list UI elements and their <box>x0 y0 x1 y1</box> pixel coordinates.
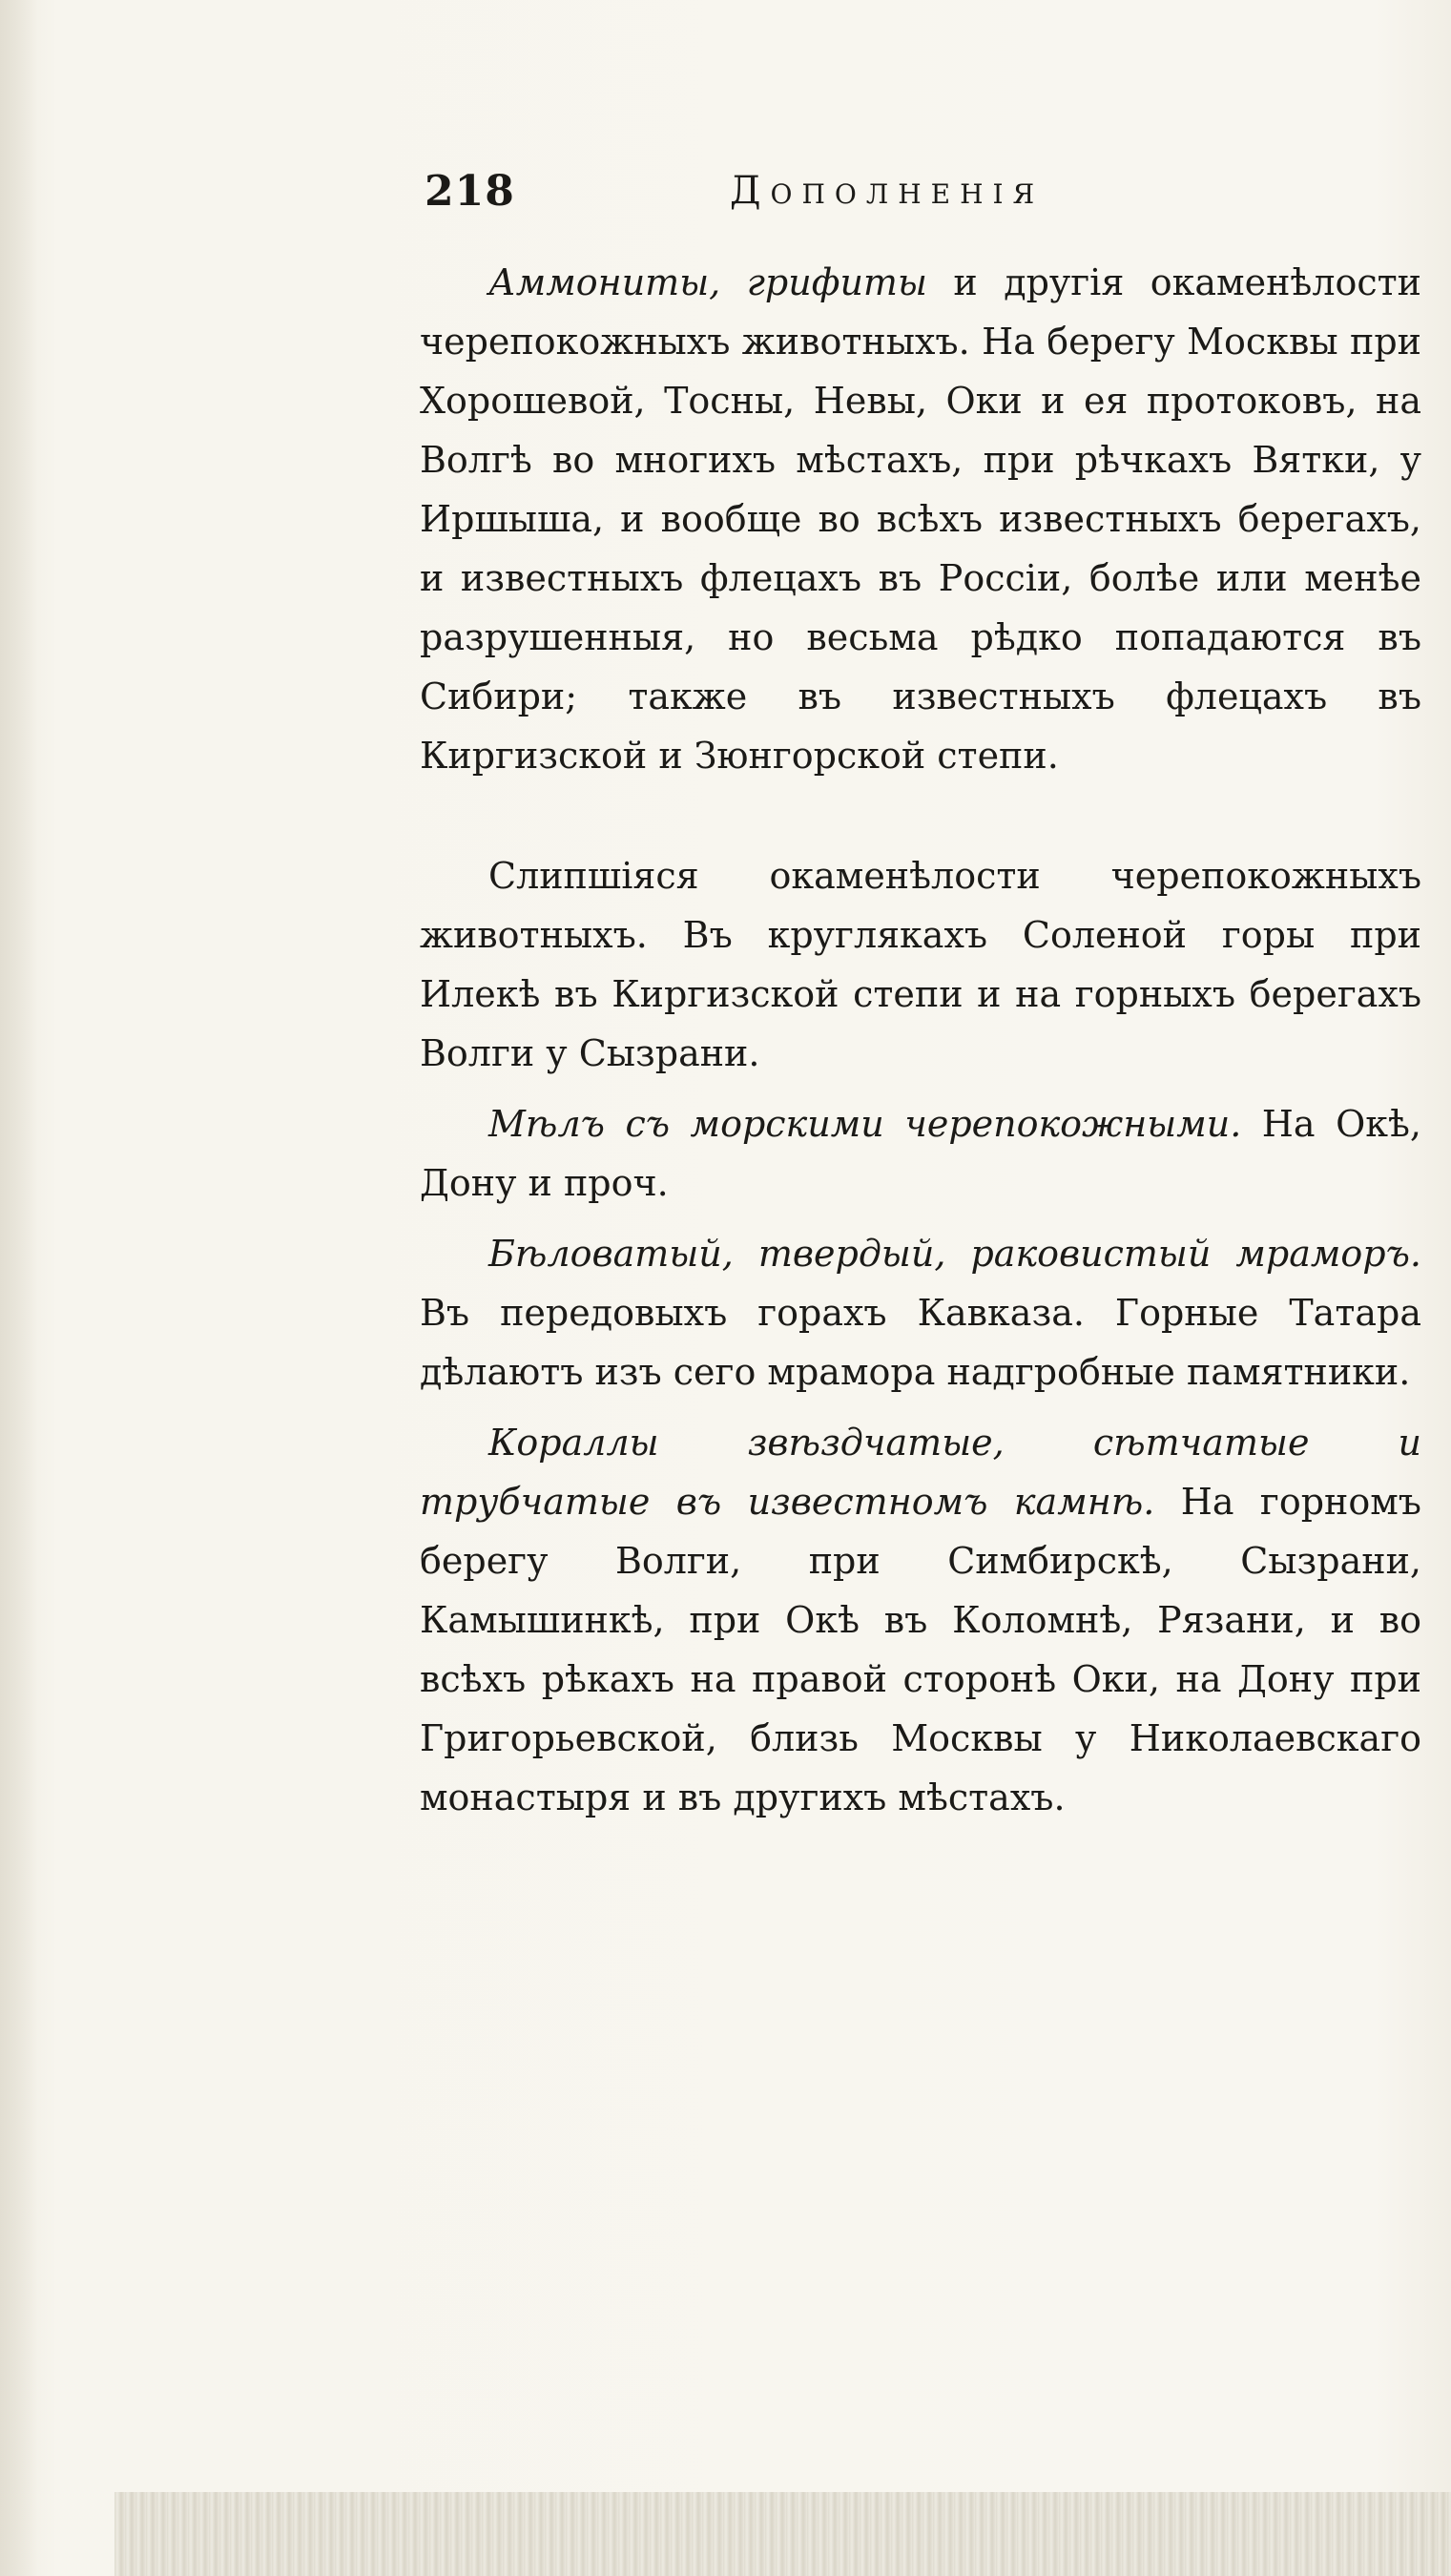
paragraph-chalk <box>420 1094 1421 1213</box>
page-binding-shadow <box>0 0 38 2576</box>
page-number: 218 <box>425 167 515 216</box>
paragraph-body: Слипшіяся окаменѣлости черепокожныхъ животныхъ. Въ круглякахъ Соленой горы при Илекѣ въ Киргизской степи и на горныхъ берегахъ Волги у Сызрани. <box>420 855 1421 1074</box>
body-text <box>420 253 1421 1839</box>
paragraph-lead: Мѣлъ съ морскими черепокожными. <box>488 1103 1242 1145</box>
paragraph-marble <box>420 1224 1421 1402</box>
paragraph-lead: Аммониты, грифиты <box>488 261 927 303</box>
paragraph-body: и другія окаменѣлости черепокожныхъ животныхъ. На берегу Москвы при Хорошевой, Тосны, Невы, Оки и ея протоковъ, на Волгѣ во многихъ мѣстахъ, при рѣчкахъ Вятки, у Иршыша, и вообще во всѣхъ известныхъ берегахъ, и известныхъ флецахъ въ Россіи, болѣе или менѣе разрушенныя, но весьма рѣдко попадаются въ Сибири; также въ известныхъ флецахъ въ Киргизской и Зюнгорской степи. <box>420 261 1421 777</box>
paragraph-lead: Бѣловатый, твердый, раковистый мраморъ. <box>488 1233 1421 1275</box>
paragraph-corals <box>420 1413 1421 1827</box>
paragraph-body: На Окѣ, Дону и проч. <box>420 1103 1421 1204</box>
page-header <box>425 167 1126 215</box>
paragraph-body: Въ передовыхъ горахъ Кавказа. Горные Татара дѣлаютъ изъ сего мрамора надгробные памятники. <box>420 1292 1421 1393</box>
running-title: Дополненія <box>730 169 1045 213</box>
paragraph-fused-fossils <box>420 846 1421 1083</box>
paragraph-ammonites <box>420 253 1421 785</box>
page-bottom-edge <box>114 2492 1451 2576</box>
paragraph-body: На горномъ берегу Волги, при Симбирскѣ, Сызрани, Камышинкѣ, при Окѣ въ Коломнѣ, Рязани, и во всѣхъ рѣкахъ на правой сторонѣ Оки, на Дону при Григорьевской, близь Москвы у Николаевскаго монастыря и въ другихъ мѣстахъ. <box>420 1481 1421 1818</box>
paragraph-lead: Кораллы звѣздчатые, сѣтчатые и трубчатые въ известномъ камнѣ. <box>420 1422 1421 1523</box>
